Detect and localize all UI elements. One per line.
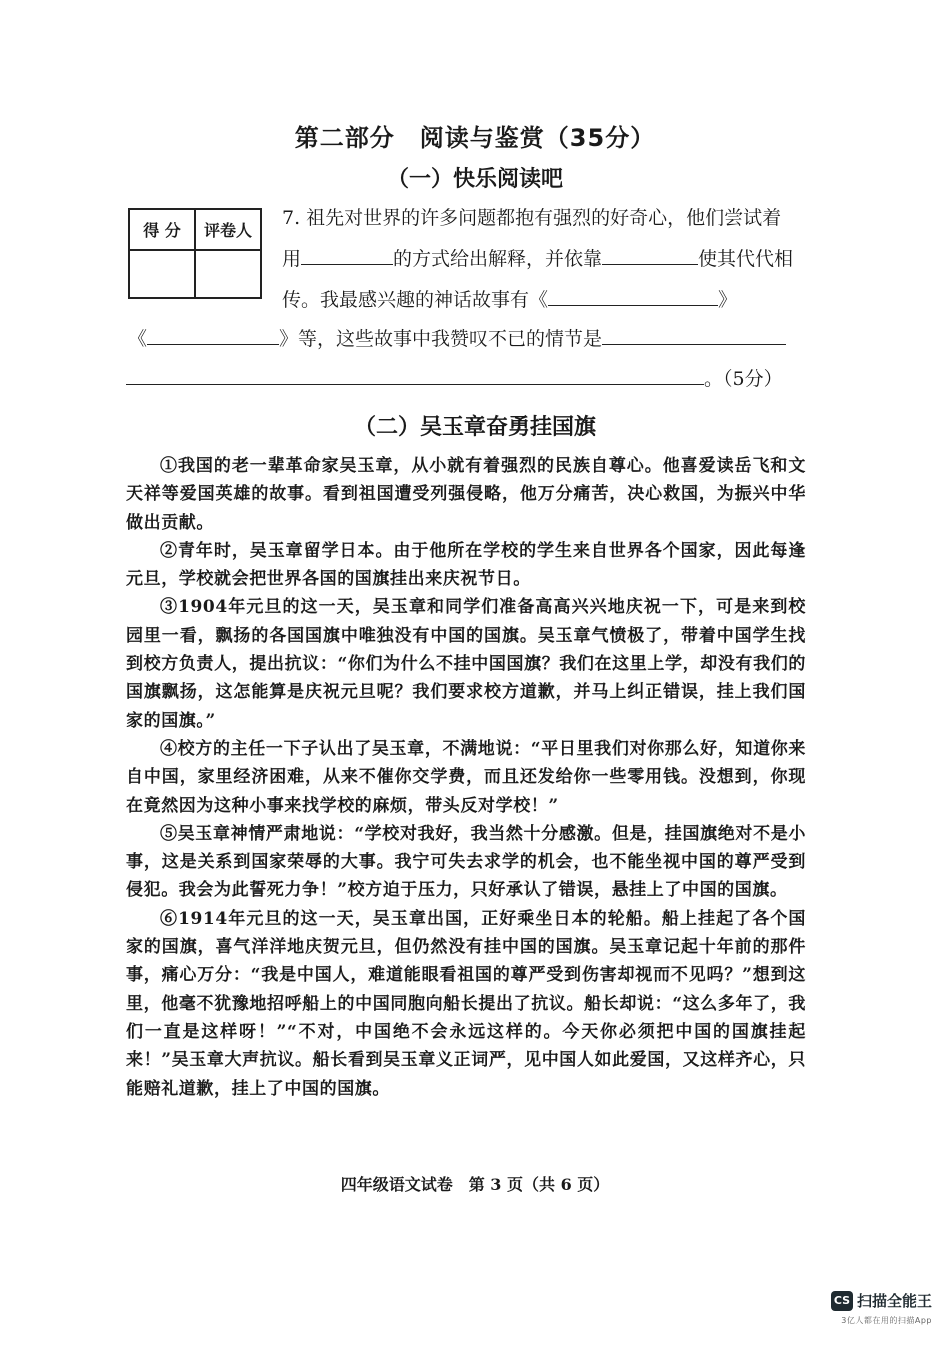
answer-blank-2[interactable] [602, 242, 698, 265]
score-table [128, 208, 262, 299]
watermark-name: 扫描全能王 [856, 1292, 932, 1310]
page-footer: 四年级语文试卷 第 3 页（共 6 页） [340, 1175, 610, 1194]
answer-blank-myth-2[interactable] [147, 322, 279, 345]
answer-blank-1[interactable] [301, 242, 393, 265]
score-header: 得 分 [129, 209, 195, 250]
paragraph-6: ⑥1914年元旦的这一天，吴玉章出国，正好乘坐日本的轮船。船上挂起了各个国家的国旗，喜气洋洋地庆贺元旦，但仍然没有挂中国的国旗。吴玉章记起十年前的那件事，痛心万分：“我是中国人，难道能眼看祖国的尊严受到伤害却视而不见吗？”想到这里，他毫不犹豫地招呼船上的中国同胞向船长提出了抗议。船长却说：“这么多年了，我们一直是这样呀！”“不对，中国绝不会永远这样的。今天你必须把中国的国旗挂起来！”吴玉章大声抗议。船长看到吴玉章义正词严，见中国人如此爱国，又这样齐心，只能赔礼道歉，挂上了中国的国旗。 [126, 908, 806, 1099]
section-title-wu-yuzhang: （二）吴玉章奋勇挂国旗 [353, 415, 596, 440]
watermark-tagline: 3亿人都在用的扫描App [841, 1316, 932, 1325]
question-7-line-3: 传。我最感兴趣的神话故事有《 》 [282, 283, 737, 314]
camscanner-logo-icon: CS [831, 1291, 853, 1311]
section-title-happy-reading: （一）快乐阅读吧 [386, 167, 563, 192]
question-7-line-5: 。（5分） [126, 362, 783, 393]
paragraph-3: ③1904年元旦的这一天，吴玉章和同学们准备高高兴兴地庆祝一下，可是来到校园里一看，飘扬的各国国旗中唯独没有中国的国旗。吴玉章气愤极了，带着中国学生找到校方负责人，提出抗议：“你们为什么不挂中国国旗？我们在这里上学，却没有我们的国旗飘扬，这怎能算是庆祝元旦呢？我们要求校方道歉，并马上纠正错误，挂上我们国家的国旗。” [126, 597, 806, 731]
paragraph-5: ⑤吴玉章神情严肃地说：“学校对我好，我当然十分感激。但是，挂国旗绝对不是小事，这是关系到国家荣辱的大事。我宁可失去求学的机会，也不能坐视中国的尊严受到侵犯。我会为此誓死力争！”校方迫于压力，只好承认了错误，悬挂上了中国的国旗。 [126, 823, 806, 901]
paragraph-2: ②青年时，吴玉章留学日本。由于他所在学校的学生来自世界各个国家，因此每逢元旦，学校就会把世界各国的国旗挂出来庆祝节日。 [126, 540, 806, 590]
answer-blank-myth-1[interactable] [548, 283, 718, 306]
grader-header: 评卷人 [195, 209, 261, 250]
paragraph-4: ④校方的主任一下子认出了吴玉章，不满地说：“平日里我们对你那么好，知道你来自中国，家里经济困难，从来不催你交学费，而且还发给你一些零用钱。没想到，你现在竟然因为这种小事来找学校的麻烦，带头反对学校！” [126, 738, 806, 816]
part-title: 第二部分 阅读与鉴赏（35分） [294, 124, 656, 152]
question-7-line-4: 《 》等，这些故事中我赞叹不已的情节是 [128, 322, 786, 353]
question-7-line-1: 7. 祖先对世界的许多问题都抱有强烈的好奇心，他们尝试着 [282, 207, 782, 229]
answer-blank-plot-1[interactable] [602, 322, 786, 345]
scanner-watermark [831, 1290, 932, 1326]
score-cell[interactable] [129, 250, 195, 298]
paragraph-1: ①我国的老一辈革命家吴玉章，从小就有着强烈的民族自尊心。他喜爱读岳飞和文天祥等爱国英雄的故事。看到祖国遭受列强侵略，他万分痛苦，决心救国，为振兴中华做出贡献。 [126, 456, 806, 533]
reading-passage [126, 452, 806, 1103]
grader-cell[interactable] [195, 250, 261, 298]
question-7-line-2: 用 的方式给出解释，并依靠 使其代代相 [282, 242, 793, 273]
answer-blank-plot-2[interactable] [126, 362, 704, 385]
